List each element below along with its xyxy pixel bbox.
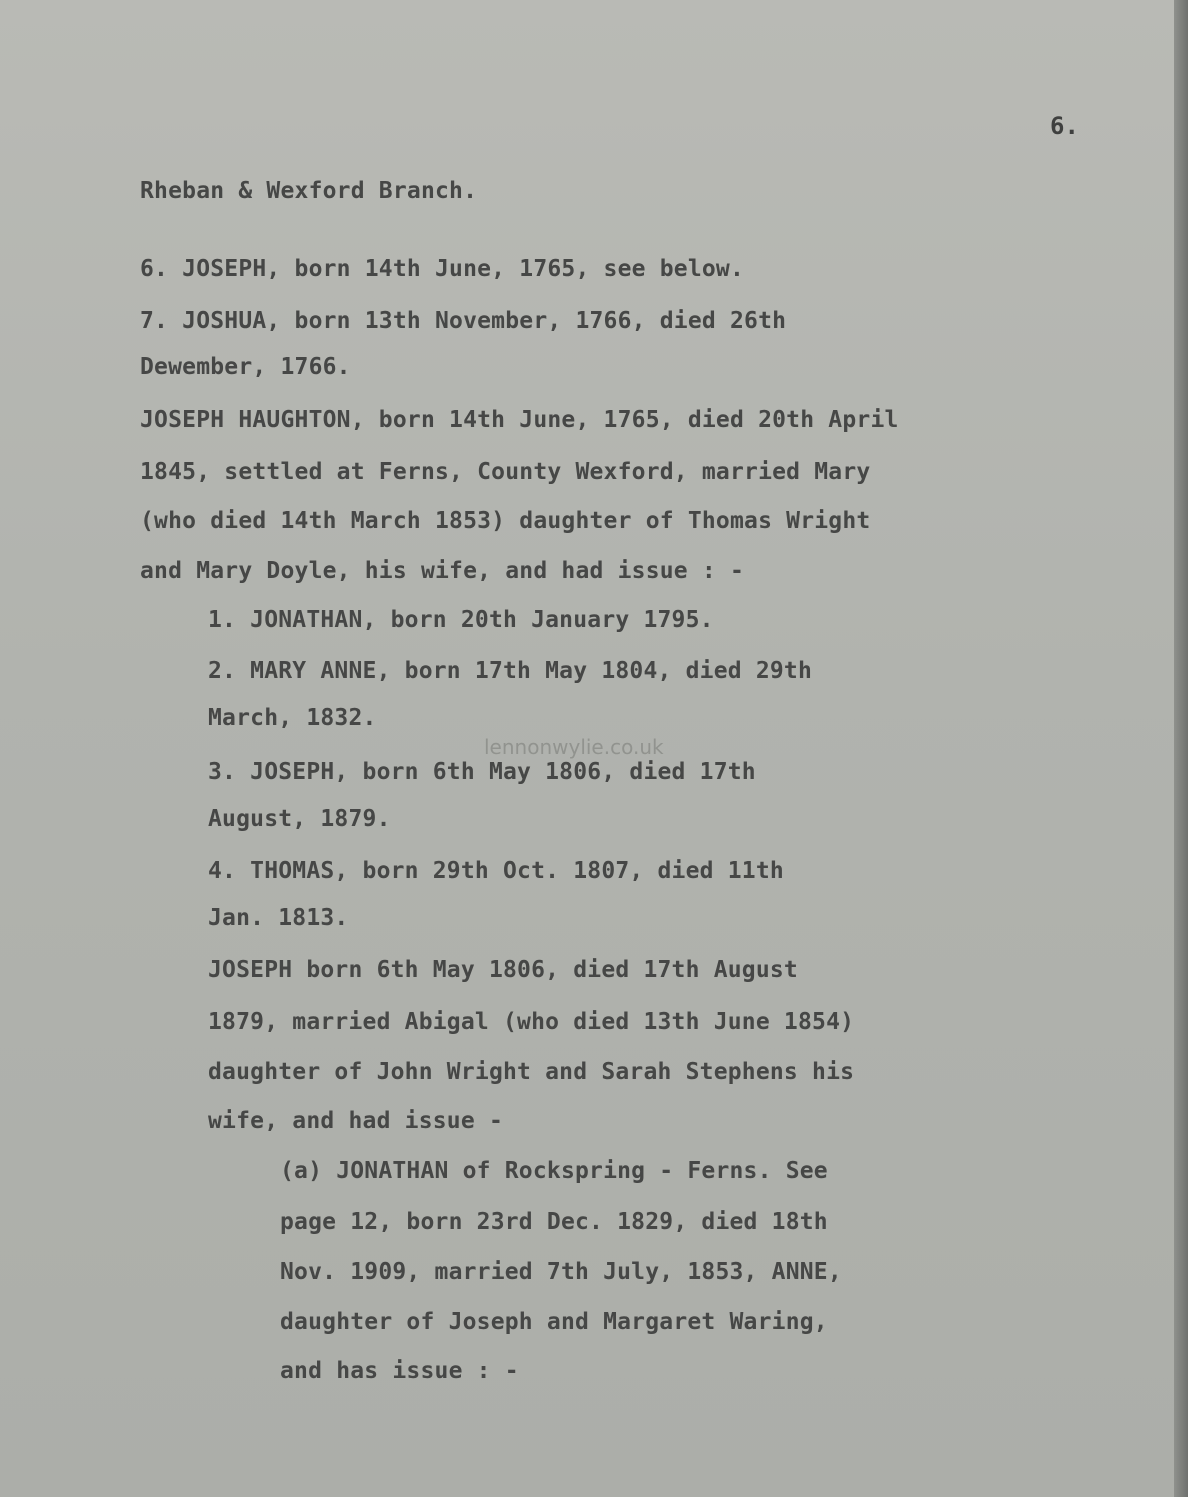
list-item: 4. THOMAS, born 29th Oct. 1807, died 11th bbox=[208, 858, 784, 884]
sub-list-item: and has issue : - bbox=[280, 1358, 519, 1384]
list-item: 1. JONATHAN, born 20th January 1795. bbox=[208, 607, 714, 633]
list-item: 3. JOSEPH, born 6th May 1806, died 17th bbox=[208, 759, 756, 785]
text-line: wife, and had issue - bbox=[208, 1108, 503, 1134]
page-edge bbox=[1174, 0, 1188, 1497]
text-line: JOSEPH born 6th May 1806, died 17th August bbox=[208, 957, 798, 983]
sub-list-item: page 12, born 23rd Dec. 1829, died 18th bbox=[280, 1209, 828, 1235]
sub-list-item: daughter of Joseph and Margaret Waring, bbox=[280, 1309, 828, 1335]
text-line: Dewember, 1766. bbox=[140, 354, 351, 380]
sub-list-item: (a) JONATHAN of Rockspring - Ferns. See bbox=[280, 1158, 828, 1184]
text-line: daughter of John Wright and Sarah Stephens his bbox=[208, 1059, 855, 1085]
list-item: Jan. 1813. bbox=[208, 905, 349, 931]
sub-list-item: Nov. 1909, married 7th July, 1853, ANNE, bbox=[280, 1259, 842, 1285]
list-item: August, 1879. bbox=[208, 806, 391, 832]
text-line: 6. JOSEPH, born 14th June, 1765, see below. bbox=[140, 256, 745, 282]
text-line: 1845, settled at Ferns, County Wexford, married Mary bbox=[140, 459, 871, 485]
branch-heading: Rheban & Wexford Branch. bbox=[140, 178, 478, 204]
text-line: (who died 14th March 1853) daughter of Thomas Wright bbox=[140, 508, 871, 534]
text-line: and Mary Doyle, his wife, and had issue : - bbox=[140, 558, 745, 584]
list-item: 2. MARY ANNE, born 17th May 1804, died 29th bbox=[208, 658, 813, 684]
text-line: 1879, married Abigal (who died 13th June 1854) bbox=[208, 1009, 855, 1035]
text-line: JOSEPH HAUGHTON, born 14th June, 1765, died 20th April bbox=[140, 407, 899, 433]
text-line: 7. JOSHUA, born 13th November, 1766, died 26th bbox=[140, 308, 787, 334]
page-number: 6. bbox=[1050, 112, 1079, 140]
list-item: March, 1832. bbox=[208, 705, 377, 731]
watermark: lennonwylie.co.uk bbox=[484, 735, 664, 759]
